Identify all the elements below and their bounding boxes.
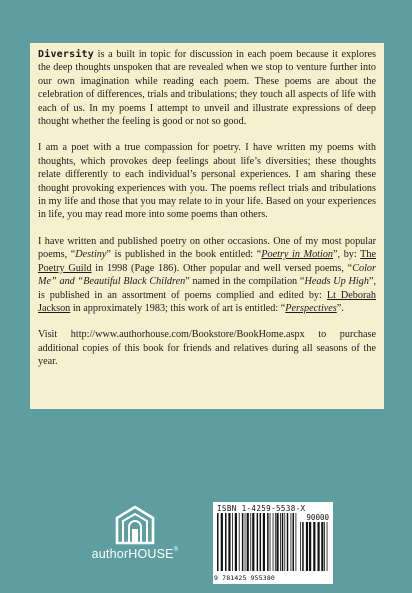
barcode-bar bbox=[280, 513, 281, 571]
paragraph-diversity-text: is a built in topic for discussion in each poem because it explores the deep thoughts unspoken that are revealed when we stop to venture further into our own imagination while reading each poem. These poems are about the celebration of differences, trials and tribulations; they touch all aspects of life with each of us. In my poems I attempt to unveil and illustrate expressions of deep thought whether the feeling is good or not so good. bbox=[38, 49, 376, 128]
isbn-label: ISBN 1-4259-5538-X bbox=[217, 504, 306, 513]
barcode-bar bbox=[252, 513, 254, 571]
paragraph-publications bbox=[38, 235, 376, 315]
barcode-bar bbox=[282, 513, 284, 571]
price-code-label: 90000 bbox=[306, 513, 329, 522]
barcode-bar bbox=[245, 513, 246, 571]
barcode-bar bbox=[235, 513, 237, 571]
barcode-bar bbox=[242, 513, 244, 571]
barcode-bar bbox=[239, 513, 240, 571]
ean-barcode-bars bbox=[217, 513, 297, 571]
barcode-bar bbox=[296, 513, 297, 571]
barcode-bar bbox=[273, 513, 274, 571]
text-segment: I have written and published poetry on other occasions. One of my most popular poems, “ bbox=[38, 235, 376, 261]
barcode-bar bbox=[263, 513, 265, 571]
barcode-bar bbox=[306, 522, 308, 571]
paragraph-diversity bbox=[38, 48, 376, 128]
publisher-poetry-guild: The Poetry Guild bbox=[38, 249, 376, 274]
barcode-bar bbox=[300, 522, 301, 571]
text-segment: ” is published in the book entitled: “ bbox=[106, 249, 262, 261]
barcode-bar bbox=[267, 513, 269, 571]
barcode-bar bbox=[217, 513, 219, 571]
barcode-bar bbox=[250, 513, 251, 571]
barcode-bar bbox=[313, 522, 315, 571]
paragraph-poet-compassion: I am a poet with a true compassion for poetry. I have written my poems with thoughts, which provokes deep feelings about life’s diversities; these thoughts relate differently to each individual’s personal experiences. I am sharing these thought provoking experiences with you. The poems reflect trials and tribulations in my life and those that you may relate to in your life. Based on your experiences in life, you may read more into some poems than others. bbox=[38, 142, 376, 221]
editor-name: Lt Deborah Jackson bbox=[38, 289, 377, 314]
back-cover-text-panel bbox=[30, 43, 384, 409]
barcode-bar bbox=[287, 513, 289, 571]
addon-barcode-bars bbox=[300, 522, 329, 571]
barcode-bar bbox=[270, 513, 271, 571]
barcode-bar bbox=[321, 522, 323, 571]
barcode-bar bbox=[324, 522, 325, 571]
barcode-bar bbox=[247, 513, 249, 571]
barcode-bar bbox=[309, 522, 311, 571]
authorhouse-building-icon bbox=[115, 505, 155, 545]
diversity-keyword: Diversity bbox=[38, 49, 94, 60]
barcode-bar bbox=[232, 513, 233, 571]
barcode-bar bbox=[221, 513, 223, 571]
compilation-title-heads-up-high: Heads Up High bbox=[304, 276, 369, 288]
barcode-bar bbox=[302, 522, 304, 571]
registered-mark: ® bbox=[173, 547, 179, 553]
barcode-bar bbox=[228, 513, 230, 571]
poem-title-destiny: Destiny bbox=[75, 249, 107, 261]
authorhouse-logo bbox=[80, 505, 190, 575]
authorhouse-wordmark-text: authorHOUSE bbox=[91, 547, 174, 561]
book-title-poetry-in-motion: Poetry in Motion bbox=[261, 249, 334, 261]
barcode-bar bbox=[225, 513, 227, 571]
ean-digits: 9 781425 955380 bbox=[214, 574, 275, 582]
text-segment: ”, is published in an assortment of poems complied and edited by: bbox=[38, 276, 377, 301]
poem-titles-color-me: Color Me” and “Beautiful Black Children bbox=[38, 262, 376, 288]
text-segment: ” named in the compilation “ bbox=[185, 276, 305, 288]
barcode-bar bbox=[293, 513, 295, 571]
text-segment: ”, by: bbox=[333, 249, 361, 261]
barcode-bar bbox=[260, 513, 262, 571]
barcode-bar bbox=[327, 522, 328, 571]
barcode-bar bbox=[284, 513, 285, 571]
authorhouse-wordmark bbox=[80, 547, 190, 561]
isbn-barcode bbox=[213, 502, 333, 584]
text-segment: ”. bbox=[336, 302, 344, 314]
work-title-perspectives: Perspectives bbox=[285, 302, 337, 314]
barcode-bar bbox=[257, 513, 259, 571]
barcode-bar bbox=[291, 513, 292, 571]
text-segment: in approximately 1983; this work of art is entitled: “ bbox=[70, 302, 286, 314]
paragraph-visit-url: Visit http://www.authorhouse.com/Bookstore/BookHome.aspx to purchase additional copies of this book for friends and relatives during all seasons of the year. bbox=[38, 329, 376, 368]
text-segment: in 1998 (Page 186). Other popular and well versed poems, “ bbox=[91, 262, 353, 274]
barcode-bar bbox=[317, 522, 319, 571]
barcode-bar bbox=[275, 513, 276, 571]
barcode-bar bbox=[276, 513, 278, 571]
